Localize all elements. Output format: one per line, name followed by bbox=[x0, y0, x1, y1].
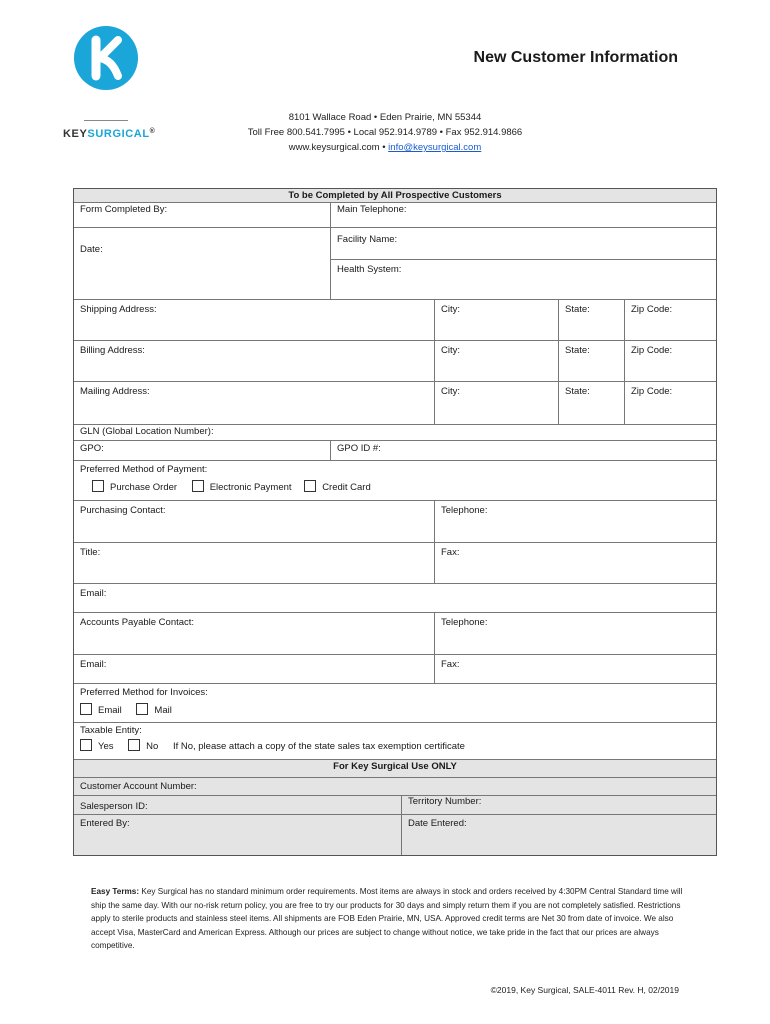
tax-note: If No, please attach a copy of the state sales tax exemption certificate bbox=[172, 741, 465, 752]
terms-label: Easy Terms: bbox=[91, 887, 140, 896]
salesperson-row bbox=[74, 796, 716, 815]
option-no[interactable]: No bbox=[128, 739, 158, 752]
mailing-zip-field[interactable]: Zip Code: bbox=[624, 382, 716, 424]
health-system-field[interactable]: Health System: bbox=[337, 264, 402, 275]
billing-address-field[interactable]: Billing Address: bbox=[80, 345, 145, 356]
date-entered-field[interactable]: Date Entered: bbox=[401, 815, 716, 855]
date-field[interactable]: Date: bbox=[80, 244, 103, 255]
email-field[interactable]: Email: bbox=[80, 588, 107, 599]
website-text: www.keysurgical.com • bbox=[288, 142, 386, 153]
payment-options bbox=[74, 477, 716, 496]
customer-account-number-field[interactable]: Customer Account Number: bbox=[80, 781, 197, 792]
page-title: New Customer Information bbox=[473, 49, 678, 66]
contact-block bbox=[74, 202, 716, 300]
taxable-row bbox=[74, 723, 716, 760]
option-credit-card[interactable]: Credit Card bbox=[304, 480, 371, 493]
purchasing-contact-field[interactable]: Purchasing Contact: bbox=[80, 505, 166, 516]
billing-state-field[interactable]: State: bbox=[558, 341, 624, 381]
title-field[interactable]: Title: bbox=[80, 547, 101, 558]
section-title: For Key Surgical Use ONLY bbox=[333, 761, 457, 772]
checkbox[interactable] bbox=[80, 703, 92, 715]
section-title: To be Completed by All Prospective Customers bbox=[288, 190, 502, 201]
entered-row bbox=[74, 815, 716, 855]
payment-row bbox=[74, 461, 716, 501]
ap-email-field[interactable]: Email: bbox=[80, 659, 107, 670]
mailing-city-field[interactable]: City: bbox=[434, 382, 558, 424]
checkbox[interactable] bbox=[80, 739, 92, 751]
taxable-options bbox=[74, 738, 716, 755]
left-block bbox=[74, 202, 330, 299]
mailing-row bbox=[74, 382, 716, 425]
invoice-method-label: Preferred Method for Invoices: bbox=[80, 687, 208, 698]
shipping-address-field[interactable]: Shipping Address: bbox=[80, 304, 157, 315]
taxable-entity-label: Taxable Entity: bbox=[80, 725, 142, 736]
email-row bbox=[74, 584, 716, 613]
purchasing-telephone-field[interactable]: Telephone: bbox=[434, 501, 716, 542]
gpo-row bbox=[74, 441, 716, 461]
address-line: 8101 Wallace Road • Eden Prairie, MN 55344 bbox=[288, 112, 482, 123]
ap-contact-field[interactable]: Accounts Payable Contact: bbox=[80, 617, 195, 628]
option-email[interactable]: Email bbox=[80, 703, 122, 716]
checkbox[interactable] bbox=[304, 480, 316, 492]
option-mail[interactable]: Mail bbox=[136, 703, 171, 716]
billing-row bbox=[74, 341, 716, 382]
shipping-row bbox=[74, 300, 716, 341]
terms-text: Key Surgical has no standard minimum order requirements. Most items are always in stock and orders received by 4:30PM Central Standard time will ship the same day. With our no-risk return policy, you are free to try our products for 30 days and simply return them if you are not completely satisfied. Restrictions apply to sterile products and stainless steel items. All shipments are FOB Eden Prairie, MN, USA. Approved credit terms are Net 30 from date of invoice. We also accept Visa, MasterCard and American Express. Although our prices are subject to change without notice, we take pride in the fact that our prices are always competitive. bbox=[91, 887, 683, 950]
checkbox[interactable] bbox=[128, 739, 140, 751]
gln-row bbox=[74, 425, 716, 441]
logo-k-icon bbox=[74, 26, 138, 90]
right-block bbox=[330, 202, 716, 299]
purchasing-fax-field[interactable]: Fax: bbox=[434, 543, 716, 583]
ap-telephone-field[interactable]: Telephone: bbox=[434, 613, 716, 654]
option-purchase-order[interactable]: Purchase Order bbox=[92, 480, 177, 493]
checkbox[interactable] bbox=[192, 480, 204, 492]
web-line bbox=[0, 142, 770, 153]
shipping-city-field[interactable]: City: bbox=[434, 300, 558, 340]
shipping-state-field[interactable]: State: bbox=[558, 300, 624, 340]
shipping-zip-field[interactable]: Zip Code: bbox=[624, 300, 716, 340]
customer-form bbox=[73, 188, 717, 856]
salesperson-id-field[interactable]: Salesperson ID: bbox=[80, 801, 148, 812]
gln-field[interactable]: GLN (Global Location Number): bbox=[80, 426, 214, 437]
payment-method-label: Preferred Method of Payment: bbox=[80, 464, 208, 475]
email-link[interactable]: info@keysurgical.com bbox=[388, 142, 482, 153]
billing-zip-field[interactable]: Zip Code: bbox=[624, 341, 716, 381]
phone-line: Toll Free 800.541.7995 • Local 952.914.9789 • Fax 952.914.9866 bbox=[247, 127, 523, 138]
option-electronic-payment[interactable]: Electronic Payment bbox=[192, 480, 292, 493]
title-row bbox=[74, 543, 716, 584]
main-telephone-field[interactable]: Main Telephone: bbox=[331, 202, 716, 228]
mailing-state-field[interactable]: State: bbox=[558, 382, 624, 424]
gpo-field[interactable]: GPO: bbox=[80, 443, 104, 454]
section-header-internal bbox=[74, 760, 716, 778]
territory-number-field[interactable]: Territory Number: bbox=[401, 796, 716, 814]
purchasing-row bbox=[74, 501, 716, 543]
invoice-row bbox=[74, 684, 716, 723]
option-yes[interactable]: Yes bbox=[80, 739, 114, 752]
account-number-row bbox=[74, 778, 716, 796]
invoice-options bbox=[74, 700, 716, 719]
entered-by-field[interactable]: Entered By: bbox=[80, 818, 130, 829]
checkbox[interactable] bbox=[136, 703, 148, 715]
ap-fax-field[interactable]: Fax: bbox=[434, 655, 716, 683]
logo-wordmark: KEYSURGICAL® bbox=[63, 128, 156, 140]
billing-city-field[interactable]: City: bbox=[434, 341, 558, 381]
section-header-prospective bbox=[74, 189, 716, 203]
mailing-address-field[interactable]: Mailing Address: bbox=[80, 386, 150, 397]
gpo-id-field[interactable]: GPO ID #: bbox=[330, 441, 716, 460]
ap-email-row bbox=[74, 655, 716, 684]
form-completed-by-field[interactable]: Form Completed By: bbox=[74, 202, 330, 228]
footer-copyright: ©2019, Key Surgical, SALE-4011 Rev. H, 02/2019 bbox=[490, 985, 679, 995]
easy-terms bbox=[91, 885, 691, 953]
facility-name-field[interactable]: Facility Name: bbox=[331, 228, 716, 260]
ap-row bbox=[74, 613, 716, 655]
checkbox[interactable] bbox=[92, 480, 104, 492]
